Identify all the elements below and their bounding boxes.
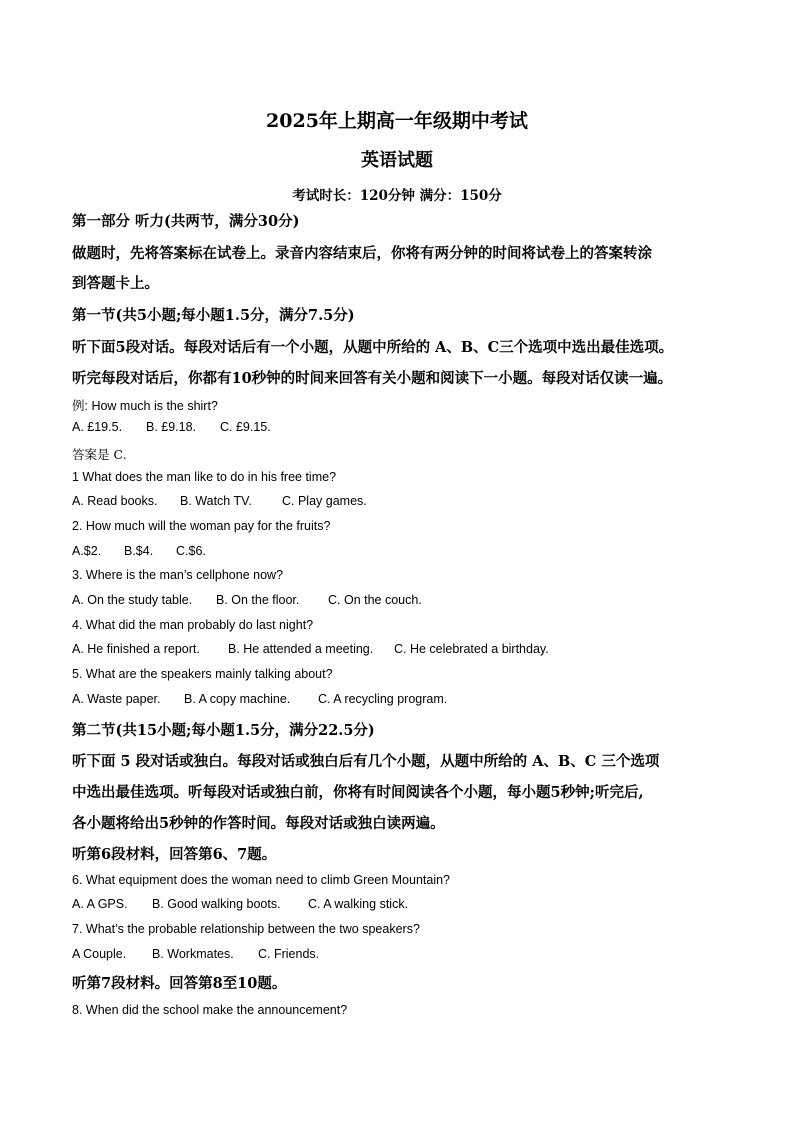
option: A Couple. [72, 947, 127, 961]
question-1: 1 What does the man like to do in his free time? [72, 470, 337, 484]
question-6: 6. What equipment does the woman need to climb Green Mountain? [72, 873, 450, 887]
option: C. He celebrated a birthday. [394, 642, 549, 656]
exam-meta: 考试时长：120分钟 满分：150分 [292, 188, 502, 204]
question-5: 5. What are the speakers mainly talking about? [72, 667, 333, 681]
option: C. On the couch. [328, 593, 422, 607]
section1-instruction-line1: 听下面5段对话。每段对话后有一个小题，从题中所给的 A、B、C三个选项中选出最佳选项。 [72, 339, 674, 356]
question-1-options [72, 494, 367, 508]
option: C. A recycling program. [318, 692, 448, 706]
option: C. A walking stick. [308, 897, 409, 911]
question-3: 3. Where is the man’s cellphone now? [72, 568, 283, 582]
part1-instruction-line2: 到答题卡上。 [72, 275, 159, 292]
question-3-options [72, 593, 422, 607]
question-2: 2. How much will the woman pay for the fruits? [72, 519, 331, 533]
option: B. Good walking boots. [152, 897, 281, 911]
option: B. On the floor. [216, 593, 300, 607]
option: A. £19.5. [72, 420, 123, 434]
option: C. £9.15. [220, 420, 271, 434]
question-6-options [72, 897, 408, 911]
section2-instruction-line3: 各小题将给出5秒钟的作答时间。每段对话或独白读两遍。 [72, 815, 445, 832]
material7-heading: 听第7段材料。回答第8至10题。 [72, 975, 287, 992]
question-4-options [72, 642, 549, 656]
option: A.$2. [72, 544, 102, 558]
question-7: 7. What’s the probable relationship between the two speakers? [72, 922, 420, 936]
option: A. Waste paper. [72, 692, 161, 706]
question-5-options [72, 692, 447, 706]
part1-heading: 第一部分 听力(共两节，满分30分) [72, 213, 300, 230]
option: C. Friends. [258, 947, 320, 961]
exam-subtitle: 英语试题 [361, 150, 433, 171]
option: B. Watch TV. [180, 494, 252, 508]
option: A. Read books. [72, 494, 158, 508]
option: B. £9.18. [146, 420, 197, 434]
example-question: 例: How much is the shirt? [72, 399, 218, 413]
question-8: 8. When did the school make the announcement? [72, 1003, 348, 1017]
section2-heading: 第二节(共15小题;每小题1.5分，满分22.5分) [72, 722, 375, 739]
exam-title: 2025年上期高一年级期中考试 [266, 110, 528, 132]
section1-heading: 第一节(共5小题;每小题1.5分，满分7.5分) [72, 307, 355, 324]
question-2-options [72, 544, 206, 558]
question-7-options [72, 947, 319, 961]
section2-instruction-line2: 中选出最佳选项。听每段对话或独白前，你将有时间阅读各个小题，每小题5秒钟;听完后, [72, 784, 644, 801]
question-4: 4. What did the man probably do last night? [72, 618, 314, 632]
option: A. On the study table. [72, 593, 193, 607]
section2-instruction-line1: 听下面 5 段对话或独白。每段对话或独白后有几个小题，从题中所给的 A、B、C 三个选项 [72, 753, 660, 770]
option: C. Play games. [282, 494, 367, 508]
option: A. A GPS. [72, 897, 128, 911]
example-options [72, 420, 271, 434]
option: C.$6. [176, 544, 206, 558]
option: A. He finished a report. [72, 642, 200, 656]
option: B. A copy machine. [184, 692, 291, 706]
option: B. He attended a meeting. [228, 642, 374, 656]
option: B.$4. [124, 544, 154, 558]
material6-heading: 听第6段材料，回答第6、7题。 [72, 846, 277, 863]
option: B. Workmates. [152, 947, 234, 961]
section1-instruction-line2: 听完每段对话后，你都有10秒钟的时间来回答有关小题和阅读下一小题。每段对话仅读一遍。 [72, 370, 673, 387]
part1-instruction-line1: 做题时，先将答案标在试卷上。录音内容结束后，你将有两分钟的时间将试卷上的答案转涂 [72, 245, 652, 262]
example-answer: 答案是 C. [72, 447, 127, 462]
